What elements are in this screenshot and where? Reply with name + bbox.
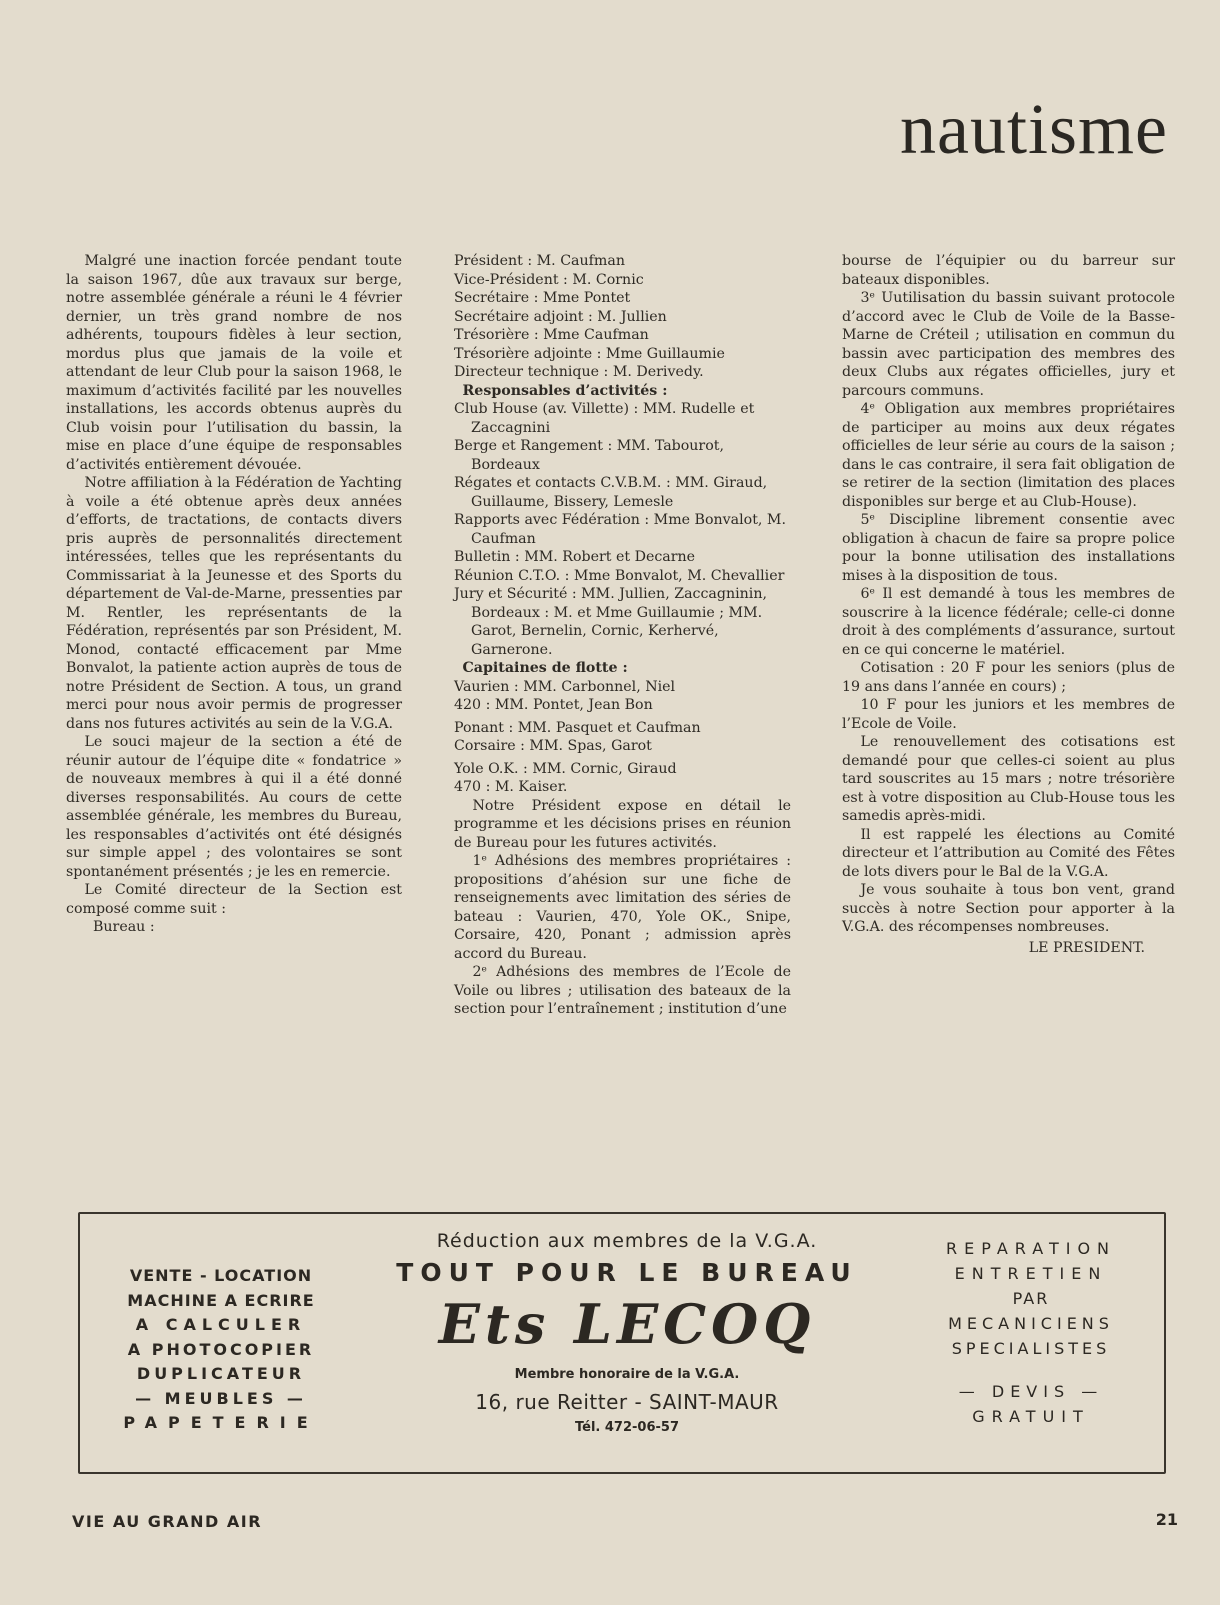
ad-service-line: DUPLICATEUR — [136, 1364, 306, 1383]
capitaine-line: Vaurien : MM. Carbonnel, Niel — [454, 678, 676, 695]
role-line: Trésorière : Mme Caufman — [454, 327, 649, 343]
paragraph: Cotisation : 20 F pour les seniors (plus de 19 ans dans l’année en cours) ; — [842, 660, 1175, 695]
ad-repair-line: PAR — [1012, 1289, 1050, 1308]
paragraph: 2ᵉ Adhésions des membres de l’Ecole de Voile ou libres ; utilisation des bateaux de la section pour l’entraînement ; institution d’une — [454, 964, 791, 1017]
role-line: Vice-Président : M. Cornic — [454, 271, 644, 288]
article-column-2 — [454, 252, 791, 1019]
ad-repair-line: SPECIALISTES — [951, 1339, 1111, 1358]
page-number: 21 — [1155, 1510, 1178, 1529]
paragraph: Je vous souhaite à tous bon vent, grand succès à notre Section pour apporter à la V.G.A. des récompenses nombreuses. — [842, 882, 1175, 935]
paragraph: bourse de l’équipier ou du barreur sur bateaux disponibles. — [842, 253, 1175, 288]
responsable-line: Réunion C.T.O. : Mme Bonvalot, M. Chevallier — [454, 567, 785, 584]
role-line: Président : M. Caufman — [454, 253, 625, 269]
capitaine-line: Corsaire : MM. Spas, Garot — [454, 738, 652, 754]
ad-service-line: MACHINE A ECRIRE — [127, 1290, 315, 1310]
ad-company-name: Ets LECOQ — [438, 1292, 816, 1356]
ad-address: 16, rue Reitter - SAINT-MAUR — [475, 1390, 779, 1414]
role-line: Trésorière adjointe : Mme Guillaumie — [454, 345, 725, 362]
paragraph: 4ᵉ Obligation aux membres propriétaires de participer au moins aux deux régates officielles de leur série au cours de la saison ; dans le cas contraire, il sera fait obligation de se retirer de la section (limitation des places disponibles sur berge et au Club-House). — [842, 401, 1175, 510]
ad-services-list — [110, 1264, 332, 1436]
paragraph: 3ᵉ Uutilisation du bassin suivant protocole d’accord avec le Club de Voile de la Basse-Marne de Créteil ; utilisation en commun du bassin avec participation des membres des deux Clubs aux régates officielles, jury et parcours communs. — [842, 290, 1175, 399]
ad-repair-line: MECANICIENS — [948, 1314, 1114, 1333]
paragraph: 1ᵉ Adhésions des membres propriétaires : propositions d’ahésion sur une fiche de renseignements avec limitation des séries de bateau : Vaurien, 470, Yole OK., Snipe, Corsaire, 420, Ponant ; admission après accord du Bureau. — [454, 853, 791, 962]
capitaine-line: Yole O.K. : MM. Cornic, Giraud — [454, 760, 677, 777]
paragraph: Le Comité directeur de la Section est composé comme suit : — [66, 882, 402, 917]
paragraph: Notre Président expose en détail le programme et les décisions prises en réunion de Bureau pour les futures activités. — [454, 797, 791, 851]
ad-service-line: — MEUBLES — — [135, 1388, 307, 1408]
responsable-line: Bulletin : MM. Robert et Decarne — [454, 549, 696, 565]
responsables-heading: Responsables d’activités : — [462, 382, 668, 399]
ad-reduction: Réduction aux membres de la V.G.A. — [436, 1230, 818, 1252]
ad-member-note: Membre honoraire de la V.G.A. — [514, 1367, 740, 1382]
ad-center — [362, 1230, 892, 1435]
article-column-1 — [66, 252, 402, 937]
responsable-line: Jury et Sécurité : MM. Jullien, Zaccagninin, Bordeaux : M. et Mme Guillaumie ; MM. Garot, Bernelin, Cornic, Kerhervé, Garnerone. — [454, 586, 767, 658]
responsable-line: Rapports avec Fédération : Mme Bonvalot, M. Caufman — [454, 512, 786, 547]
paragraph: Notre affiliation à la Fédération de Yachting à voile a été obtenue après deux années d’efforts, de tractations, de contacts divers pris auprès de personnalités directement intéressées, telles que les représentants du Commissariat à la Jeunesse et des Sports du département de Val-de-Marne, pressenties par M. Rentler, les représentants de la Fédération, représentés par son Président, M. Monod, contacté efficacement par Mme Bonvalot, la patiente action auprès de tous de notre Président de Section. A tous, un grand merci pour nous avoir permis de progresser dans nos futures activités au sein de la V.G.A. — [66, 475, 402, 732]
bureau-heading: Bureau : — [92, 919, 155, 935]
paragraph: Il est rappelé les élections au Comité directeur et l’attribution au Comité des Fêtes de lots divers pour le Bal de la V.G.A. — [842, 826, 1175, 880]
signature: LE PRESIDENT. — [1028, 939, 1145, 956]
capitaine-line: Ponant : MM. Pasquet et Caufman — [454, 719, 701, 736]
page-title: nautisme — [900, 89, 1168, 169]
capitaine-line: 470 : M. Kaiser. — [454, 779, 568, 795]
ad-tagline: TOUT POUR LE BUREAU — [396, 1258, 858, 1287]
paragraph: 10 F pour les juniors et les membres de l’Ecole de Voile. — [842, 697, 1175, 732]
role-line: Secrétaire : Mme Pontet — [454, 290, 631, 306]
capitaine-line: 420 : MM. Pontet, Jean Bon — [454, 697, 653, 713]
role-line: Directeur technique : M. Derivedy. — [454, 364, 704, 380]
magazine-name: VIE AU GRAND AIR — [72, 1512, 263, 1531]
ad-repair-line: REPARATION — [945, 1239, 1117, 1258]
ad-service-line: VENTE - LOCATION — [129, 1266, 313, 1285]
ad-repair-line: ENTRETIEN — [954, 1264, 1108, 1283]
ad-service-line: A PHOTOCOPIER — [127, 1339, 315, 1359]
paragraph: Le souci majeur de la section a été de réunir autour de l’équipe dite « fondatrice » de nouveaux membres à qui il a été donné diverses responsabilités. Au cours de cette assemblée générale, les membres du Bureau, les responsables d’activités ont été désignés sur simple appel ; des volontaires se sont spontanément présentés ; je les en remercie. — [66, 734, 402, 880]
article-column-3 — [842, 252, 1175, 957]
ad-repair-list — [918, 1236, 1144, 1429]
paragraph: 5ᵉ Discipline librement consentie avec obligation à chacun de faire sa propre police pour la bonne utilisation des installations mises à la disposition de tous. — [842, 512, 1175, 584]
ad-service-line: PAPETERIE — [123, 1413, 319, 1432]
ad-service-line: A CALCULER — [135, 1315, 307, 1334]
paragraph: Le renouvellement des cotisations est demandé pour que celles-ci soient au plus tard souscrites au 15 mars ; notre trésorière est à votre disposition au Club-House tous les samedis après-midi. — [842, 734, 1175, 824]
responsable-line: Berge et Rangement : MM. Tabourot, Bordeaux — [454, 438, 724, 473]
responsable-line: Régates et contacts C.V.B.M. : MM. Giraud, Guillaume, Bissery, Lemesle — [454, 475, 768, 510]
capitaines-heading: Capitaines de flotte : — [462, 660, 628, 676]
ad-gratuit: GRATUIT — [972, 1407, 1090, 1426]
responsable-line: Club House (av. Villette) : MM. Rudelle et Zaccagnini — [454, 401, 755, 436]
paragraph: 6ᵉ Il est demandé à tous les membres de souscrire à la licence fédérale; celle-ci donne droit à des compléments d’assurance, surtout en ce qui concerne le matériel. — [842, 586, 1175, 658]
ad-telephone: Tél. 472-06-57 — [575, 1420, 679, 1435]
paragraph: Malgré une inaction forcée pendant toute la saison 1967, dûe aux travaux sur berge, notre assemblée générale a réuni le 4 février dernier, un très grand nombre de nos adhérents, toupours fidèles à leur section, mordus plus que jamais de la voile et attendant de leur Club pour la saison 1968, le maximum d’activités facilité par les nouvelles installations, les accords obtenus auprès du Club voisin pour l’utilisation du bassin, la mise en place d’une équipe de responsables d’activités entièrement dévouée. — [66, 253, 402, 473]
advertisement — [78, 1212, 1166, 1474]
role-line: Secrétaire adjoint : M. Jullien — [454, 308, 667, 325]
ad-devis: — DEVIS — — [958, 1382, 1104, 1401]
